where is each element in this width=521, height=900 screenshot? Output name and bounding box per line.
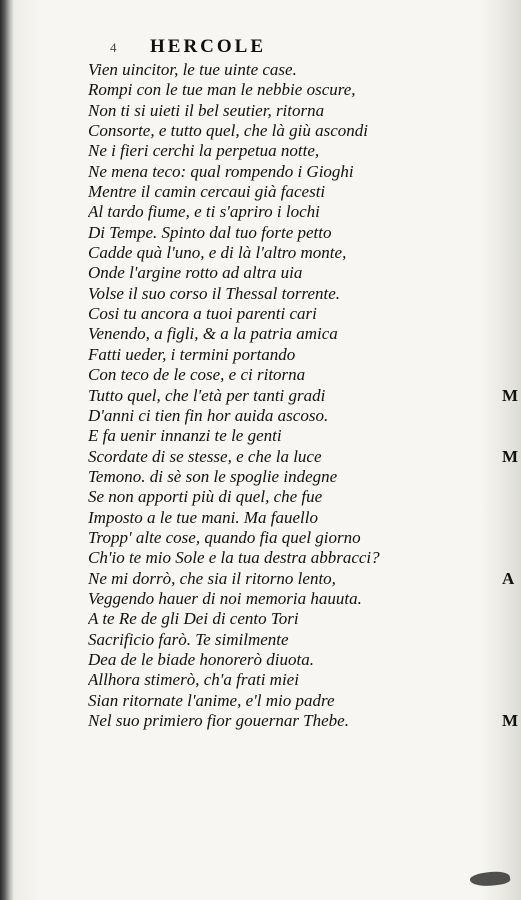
verse-line: Ne i fieri cerchi la perpetua notte, [88, 141, 320, 161]
verse-line: Ne mena teco: qual rompendo i Gioghi [88, 161, 354, 181]
verse-line: D'anni ci tien fin hor auida ascoso. [88, 405, 329, 425]
verse-line: Fatti ueder, i termini portando [88, 344, 296, 364]
verse-line: Mentre il camin cercaui già facesti [88, 182, 326, 202]
verse-line: Se non apporti più di quel, che fue [88, 487, 323, 507]
ink-blot [469, 869, 511, 888]
verse-line: Sian ritornate l'anime, e'l mio padre [88, 690, 335, 710]
verse-line: E fa uenir innanzi te le genti [88, 426, 282, 446]
verse-line: Venendo, a figli, & a la patria amica [88, 324, 338, 344]
verse-line: Consorte, e tutto quel, che là giù ascondi [88, 121, 368, 141]
verse-line: Dea de le biade honorerò diuota. [88, 649, 314, 669]
folio-mark: 4 [110, 40, 117, 55]
verse-line: Nel suo primiero fior gouernar Thebe. [88, 711, 349, 730]
verse-line: Ch'io te mio Sole e la tua destra abbracci? [88, 548, 380, 568]
verse-line: Tutto quel, che l'età per tanti gradi [88, 385, 326, 405]
margin-note: M [502, 385, 519, 405]
verse-line: Con teco de le cose, e ci ritorna [88, 365, 306, 385]
verse-line: Ne mi dorrò, che sia il ritorno lento, [88, 568, 336, 588]
verse-line: Cadde quà l'uno, e di là l'altro monte, [88, 243, 347, 263]
verse-line: Tropp' alte cose, quando fia quel giorno [88, 527, 361, 547]
binding-gutter [0, 0, 14, 900]
verse-line: Non ti si uieti il bel seutier, ritorna [88, 100, 325, 120]
verse-line: A te Re de gli Dei di cento Tori [88, 609, 299, 629]
running-title: HERCOLE [150, 36, 267, 57]
margin-note: M [502, 446, 519, 466]
verse-line: Rompi con le tue man le nebbie oscure, [88, 80, 356, 100]
verse-line: Cosi tu ancora a tuoi parenti cari [88, 304, 317, 324]
verse-line: Di Tempe. Spinto dal tuo forte petto [88, 222, 332, 242]
verse-line: Allhora stimerò, ch'a frati miei [88, 670, 299, 690]
verse-line: Al tardo fiume, e ti s'apriro i lochi [88, 202, 320, 222]
verse-block [88, 60, 428, 731]
verse-line: Temono. di sè son le spoglie indegne [88, 466, 338, 486]
verse-line: Volse il suo corso il Thessal torrente. [88, 283, 341, 303]
margin-note: A [502, 568, 515, 588]
verse-line: Sacrificio farò. Te similmente [88, 629, 289, 649]
verse-line: Veggendo hauer di noi memoria hauuta. [88, 588, 362, 608]
verse-line: Vien uincitor, le tue uinte case. [88, 60, 297, 79]
margin-note: M [502, 711, 519, 731]
verse-line: Onde l'argine rotto ad altra uia [88, 263, 303, 283]
verse-line: Scordate di se stesse, e che la luce [88, 446, 322, 466]
verse-line: Imposto a le tue mani. Ma fauello [88, 507, 318, 527]
